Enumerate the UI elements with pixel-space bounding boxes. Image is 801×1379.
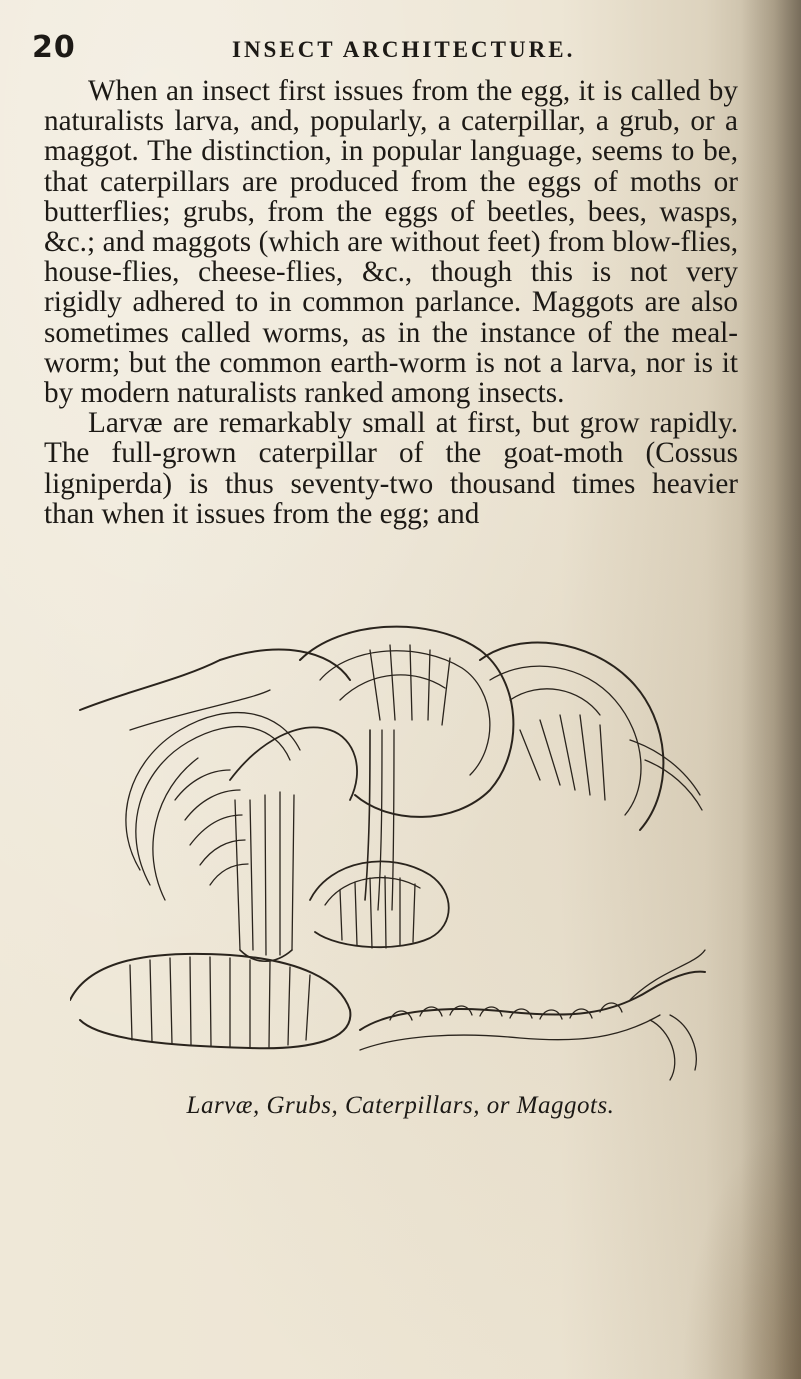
paragraph-larva-definition: When an insect first issues from the egg, it is called by naturalists larva, and, popularly, a caterpillar, a grub, or a maggot. The distinction, in popular language, seems to be, that caterpillars are produced from the eggs of moths or butterflies; grubs, from the eggs of beetles, bees, wasps, &c.; and maggots (which are without feet) from blow-flies, house-flies, cheese-flies, &c., though this is not very rigidly adhered to in common parlance. Maggots are also sometimes called worms, as in the instance of the meal-worm; but the common earth-worm is not a larva, nor is it by modern naturalists ranked among insects. (44, 75, 738, 410)
paragraph-larvae-growth: Larvæ are remarkably small at first, but grow rapidly. The full-grown caterpillar of the goat-moth (Cossus ligniperda) is thus seventy-two thousand times heavier than when it issues from the egg; and (44, 407, 738, 530)
larvae-engraving-svg (70, 620, 710, 1090)
caterpillar-drawing-left (80, 650, 350, 900)
page-header (32, 30, 732, 70)
page-stain (681, 1119, 801, 1379)
grub-drawing-bottom-left (70, 954, 350, 1048)
larvae-engraving (70, 620, 710, 1090)
body-text (44, 76, 738, 529)
figure-caption: Larvæ, Grubs, Caterpillars, or Maggots. (186, 1092, 615, 1119)
caterpillar-drawing-bottom-right (360, 950, 705, 1080)
larva-drawing-hanging (230, 727, 357, 961)
page-number: 20 (32, 30, 76, 65)
caterpillar-drawing-center (300, 627, 513, 910)
running-head: INSECT ARCHITECTURE. (232, 37, 576, 62)
